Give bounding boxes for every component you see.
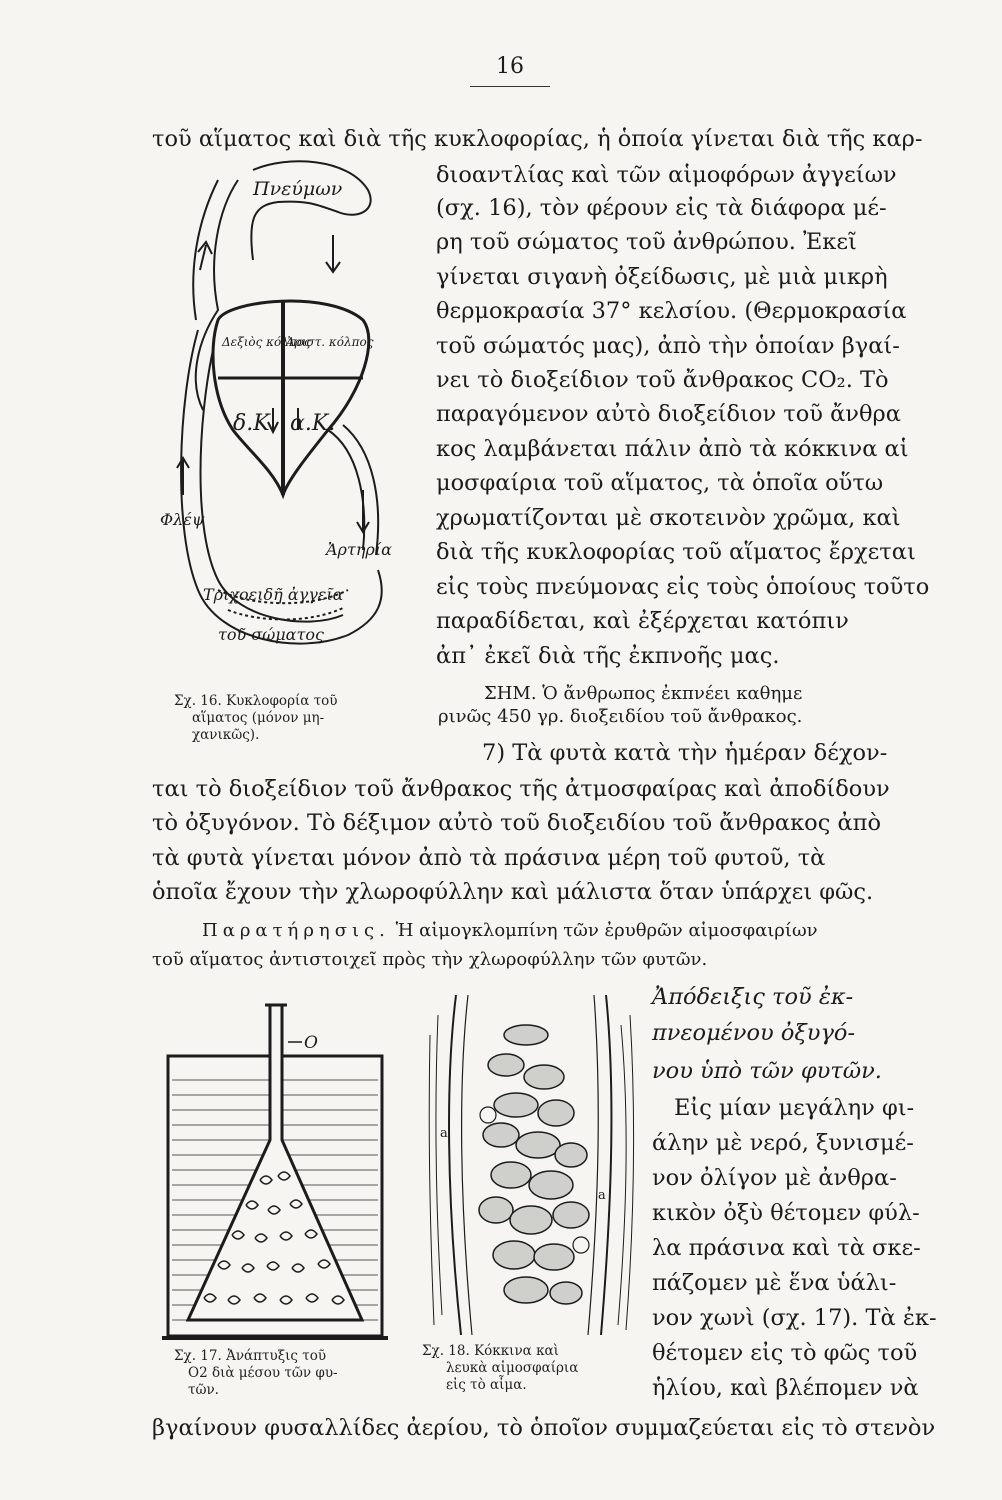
text-line: τοῦ αἵματος καὶ διὰ τῆς κυκλοφορίας, ἡ ὁποία γίνεται διὰ τῆς καρ- [152,126,923,152]
caption-fig17: Σχ. 17. Ἀνάπτυξις τοῦ O2 διὰ μέσου τῶν φυ- τῶν. [174,1348,338,1398]
remark-line [202,916,818,946]
text-line: εἰς τοὺς πνεύμονας εἰς τοὺς ὁποίους τοῦτο [436,574,930,600]
text-line: κικὸν ὀξὺ θέτομεν φύλ- [652,1200,920,1226]
figure-blood-cells [426,995,638,1335]
fig16-label-body: τοῦ σώματος [218,625,324,644]
text-line: 7) Τὰ φυτὰ κατὰ τὴν ἡμέραν δέχον- [482,740,888,766]
text-line: θερμοκρασία 37° κελσίου. (Θερμοκρασία [436,298,907,324]
fig16-label-artery: Ἀρτηρία [326,540,392,559]
remark-label: Παρατήρησις. [202,920,390,941]
text-line: λα πράσινα καὶ τὰ σκε- [652,1235,921,1261]
header-rule [470,86,550,87]
figure-funnel-experiment [160,1000,390,1345]
text-line: βγαίνουν φυσαλλίδες ἀερίου, τὸ ὁποῖον συμμαζεύεται εἰς τὸ στενὸν [152,1415,936,1441]
fig17-label-o: O [304,1033,318,1053]
text-line: Εἰς μίαν μεγάλην φι- [674,1095,915,1121]
section-heading: νου ὑπὸ τῶν φυτῶν. [652,1058,882,1084]
fig16-label-vein: Φλέψ [160,510,205,529]
text-line: ἀπ᾽ ἐκεῖ διὰ τῆς ἐκπνοῆς μας. [436,643,780,669]
text-line: τὰ φυτὰ γίνεται μόνον ἀπὸ τὰ πράσινα μέρη τοῦ φυτοῦ, τὰ [152,845,826,871]
fig16-label-right-atrium: Δεξιὸς κόλπος [222,335,311,349]
text-line: παραδίδεται, καὶ ἐξέρχεται κατόπιν [436,608,849,634]
text-line: παραγόμενον αὐτὸ διοξείδιον τοῦ ἄνθρα [436,401,901,427]
section-heading: πνεομένου ὀξυγό- [652,1020,856,1046]
text-line: κος λαμβάνεται πάλιν ἀπὸ τὰ κόκκινα αἱ [436,436,909,462]
text-line: νον ὀλίγον μὲ ἀνθρα- [652,1165,897,1191]
text-line: ὁποῖα ἔχουν τὴν χλωροφύλλην καὶ μάλιστα ὅταν ὑπάρχει φῶς. [152,879,874,905]
text-line: ρη τοῦ σώματος τοῦ ἀνθρώπου. Ἐκεῖ [436,229,857,255]
fig16-label-capillaries: Τριχοειδῆ ἀγγεῖα [203,585,344,604]
fig18-label-a-left: a [440,1126,448,1141]
fig16-label-right-ventricle: δ.Κ. [233,411,277,436]
page-number: 16 [496,54,524,79]
text-line: μοσφαίρια τοῦ αἵματος, τὰ ὁποῖα οὕτω [436,470,884,496]
text-line: διὰ τῆς κυκλοφορίας τοῦ αἵματος ἔρχεται [436,539,916,565]
text-line: θέτομεν εἰς τὸ φῶς τοῦ [652,1340,918,1366]
text-line: τοῦ σώματός μας), ἀπὸ τὴν ὁποίαν βγαί- [436,333,900,359]
fig18-label-a-right: a [598,1188,606,1203]
text-line: γίνεται σιγανὴ ὀξείδωσις, μὲ μιὰ μικρὴ [436,264,888,290]
text-line: νον χωνὶ (σχ. 17). Τὰ ἐκ- [652,1305,937,1331]
text-line: ται τὸ διοξείδιον τοῦ ἄνθρακος τῆς ἀτμοσφαίρας καὶ ἀποδίδουν [152,776,890,802]
text-line: πάζομεν μὲ ἕνα ὑάλι- [652,1270,897,1296]
text-line: (σχ. 16), τὸν φέρουν εἰς τὰ διάφορα μέ- [436,195,887,221]
figure-circulation [158,150,428,665]
text-line: τὸ ὀξυγόνον. Τὸ δέξιμον αὐτὸ τοῦ διοξειδίου τοῦ ἄνθρακος ἀπὸ [152,810,882,836]
fig16-label-lungs: Πνεύμων [253,178,343,200]
caption-fig18: Σχ. 18. Κόκκινα καὶ λευκὰ αἱμοσφαίρια εἰς τὸ αἷμα. [422,1343,579,1393]
remark-line-2: τοῦ αἵματος ἀντιστοιχεῖ πρὸς τὴν χλωροφύλλην τῶν φυτῶν. [152,949,708,970]
text-line: χρωματίζονται μὲ σκοτεινὸν χρῶμα, καὶ [436,505,901,531]
text-line: διοαντλίας καὶ τῶν αἱμοφόρων ἀγγείων [436,162,897,188]
caption-fig16: Σχ. 16. Κυκλοφορία τοῦ αἵματος (μόνον μη- χανικῶς). [174,693,338,743]
section-heading: Ἀπόδειξις τοῦ ἐκ- [652,984,854,1010]
text-line: ἡλίου, καὶ βλέπομεν νὰ [652,1375,919,1401]
fig16-label-left-atrium: Ἀριστ. κόλπος [286,335,374,349]
remark-text: Ἡ αἱμογκλομπίνη τῶν ἐρυθρῶν αἱμοσφαιρίων [395,920,818,941]
text-line: νει τὸ διοξείδιον τοῦ ἄνθρακος CO₂. Τὸ [436,367,889,393]
text-line: άλην μὲ νερό, ξυνισμέ- [652,1130,914,1156]
note-line: ρινῶς 450 γρ. διοξειδίου τοῦ ἄνθρακος. [438,706,803,727]
note-line: ΣΗΜ. Ὁ ἄνθρωπος ἐκπνέει καθημε [484,683,803,704]
fig16-label-left-ventricle: α.Κ. [290,411,336,436]
